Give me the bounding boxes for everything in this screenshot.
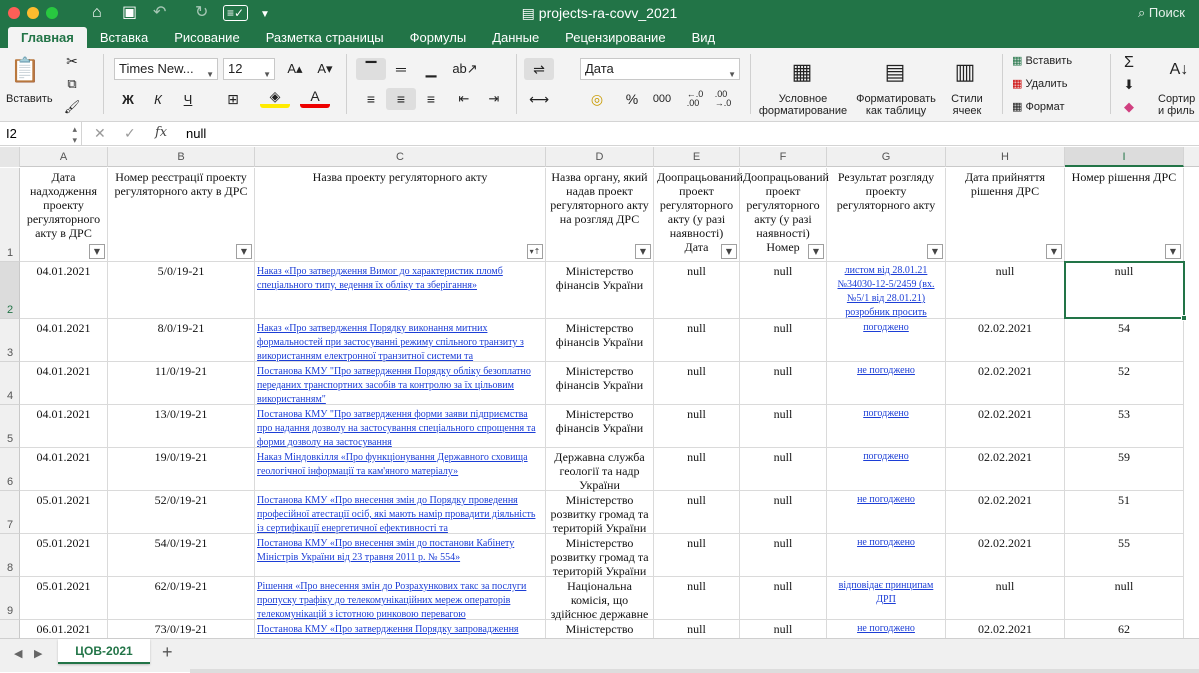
format-as-table-label-2: как таблицу <box>865 105 927 117</box>
cell-authority[interactable]: Міністерство фінансів України <box>546 262 654 319</box>
borders-icon[interactable]: ⊞ <box>227 90 239 107</box>
paste-icon[interactable]: 📋 <box>10 56 40 84</box>
conditional-format-button[interactable] <box>757 93 849 117</box>
chevron-down-icon: ▼ <box>206 70 214 79</box>
cell-decision-date[interactable]: 02.02.2021 <box>946 362 1065 405</box>
header-cell[interactable] <box>255 168 546 262</box>
thousands-button[interactable]: 000 <box>652 93 672 105</box>
cell-registration-number[interactable]: 54/0/19-21 <box>108 534 255 577</box>
cell-review-result-link[interactable]: не погоджено <box>827 491 946 534</box>
cell-decision-date[interactable]: null <box>946 577 1065 620</box>
cell-revised-date[interactable]: null <box>654 262 740 319</box>
row-number: 8 <box>6 562 14 574</box>
cell-review-result-link[interactable]: погоджено <box>827 405 946 448</box>
header-text: Назва проекту регуляторного акту <box>312 170 488 184</box>
column-header-d[interactable]: D <box>546 147 654 167</box>
font-name-value: Times New... <box>119 61 194 76</box>
format-cells-button[interactable] <box>1012 101 1065 113</box>
cell-decision-number[interactable]: 62 <box>1065 620 1184 663</box>
align-top-icon[interactable]: ▔ <box>356 58 386 80</box>
cell-decision-date[interactable]: null <box>946 262 1065 319</box>
cell-decision-date[interactable]: 02.02.2021 <box>946 620 1065 663</box>
filter-dropdown-icon[interactable]: ▼ <box>89 244 105 259</box>
cell-decision-date[interactable]: 02.02.2021 <box>946 534 1065 577</box>
orientation-icon[interactable]: ab↗ <box>452 61 478 76</box>
cell-revised-number[interactable]: null <box>740 319 827 362</box>
worksheet-grid <box>0 147 1199 638</box>
cell-revised-number[interactable]: null <box>740 534 827 577</box>
conditional-format-label-2: форматирование <box>758 105 848 117</box>
cell-revised-date[interactable]: null <box>654 448 740 491</box>
autosum-icon[interactable]: Σ <box>1124 54 1134 71</box>
row-number: 6 <box>6 476 14 488</box>
cell-revised-date[interactable]: null <box>654 405 740 448</box>
sort-filter-icon[interactable]: A↓ <box>1169 61 1189 78</box>
cell-revised-date[interactable]: null <box>654 534 740 577</box>
row-number: 5 <box>6 433 14 445</box>
name-box[interactable] <box>0 122 82 145</box>
cell-styles-button[interactable] <box>940 93 994 117</box>
cell-review-result-link[interactable]: погоджено <box>827 448 946 491</box>
window-title: projects-ra-covv_2021 <box>538 5 678 21</box>
cell-authority[interactable]: Міністерство розвитку громад та територій України <box>546 534 654 577</box>
cut-icon[interactable]: ✂ <box>66 52 78 69</box>
insert-cells-icon: ▦ <box>1012 55 1026 67</box>
tab-page-layout[interactable]: Разметка страницы <box>265 30 384 45</box>
cell-decision-date[interactable]: 02.02.2021 <box>946 448 1065 491</box>
insert-cells-button[interactable] <box>1012 55 1072 67</box>
cell-registration-number[interactable]: 19/0/19-21 <box>108 448 255 491</box>
cell-project-title-link[interactable]: Наказ «Про затвердження Вимог до характеристик пломб спеціального типу, ведення їх обліку та зберігання» <box>255 262 546 319</box>
filter-dropdown-icon[interactable]: ▼ <box>635 244 651 259</box>
font-size-value: 12 <box>228 61 243 76</box>
cell-revised-number[interactable]: null <box>740 448 827 491</box>
search-placeholder: Поиск <box>1148 5 1185 20</box>
italic-button[interactable]: К <box>154 91 162 107</box>
wrap-text-icon[interactable]: ⇌ <box>524 58 554 80</box>
format-as-table-icon[interactable]: ▤ <box>884 59 906 84</box>
cell-project-title-link[interactable]: Постанова КМУ «Про затвердження Порядку запровадження <box>255 620 546 663</box>
name-box-value: I2 <box>6 126 17 141</box>
cell-received-date[interactable]: 04.01.2021 <box>20 448 108 491</box>
align-middle-icon[interactable]: ═ <box>396 61 406 77</box>
cell-project-title-link[interactable]: Постанова КМУ "Про затвердження форми заяви підприємства про надання дозволу на застосування спеціального спрощення та форми дозволу на застосування <box>255 405 546 448</box>
row-number: 1 <box>6 247 14 259</box>
confirm-entry-icon[interactable]: ✓ <box>124 125 136 141</box>
cell-decision-number[interactable]: 55 <box>1065 534 1184 577</box>
cell-authority[interactable]: Міністерство фінансів України <box>546 319 654 362</box>
number-format-value: Дата <box>585 61 614 76</box>
chevron-down-icon: ▼ <box>728 70 736 79</box>
sheet-tab-bar <box>0 638 1199 672</box>
cell-decision-number[interactable]: 51 <box>1065 491 1184 534</box>
header-cell[interactable] <box>946 168 1065 262</box>
conditional-format-label-1: Условное <box>778 93 828 105</box>
format-cells-label: Формат <box>1025 101 1065 113</box>
column-headers <box>0 147 1199 167</box>
row-header-6[interactable] <box>0 448 20 491</box>
decrease-indent-icon[interactable]: ⇤ <box>458 91 470 106</box>
tab-view[interactable]: Вид <box>691 30 716 45</box>
cell-revised-number[interactable]: null <box>740 405 827 448</box>
cell-decision-number[interactable]: 54 <box>1065 319 1184 362</box>
cell-revised-date[interactable]: null <box>654 491 740 534</box>
percent-button[interactable]: % <box>625 91 639 107</box>
format-painter-icon[interactable]: 🖌 <box>63 99 81 114</box>
cell-project-title-link[interactable]: Постанова КМУ «Про внесення змін до постанови Кабінету Міністрів України від 23 травня 2011 р. № 554» <box>255 534 546 577</box>
zoom-window-button[interactable] <box>46 7 58 19</box>
save-icon[interactable]: ▣ <box>122 4 138 21</box>
column-header-b[interactable]: B <box>108 147 255 167</box>
column-header-f[interactable]: F <box>740 147 827 167</box>
document-icon: ▤ <box>521 5 539 21</box>
cell-review-result-link[interactable]: не погоджено <box>827 534 946 577</box>
row-header-4[interactable] <box>0 362 20 405</box>
filter-dropdown-icon[interactable]: ▼ <box>927 244 943 259</box>
cell-review-result-link[interactable]: відповідає принципам ДРП <box>827 577 946 620</box>
header-text: Доопрацьований проект регуляторного акту (у разі наявності) Номер <box>743 170 829 254</box>
cell-decision-number[interactable]: 53 <box>1065 405 1184 448</box>
filter-dropdown-icon[interactable]: ▼ <box>1046 244 1062 259</box>
cell-revised-number[interactable]: null <box>740 262 827 319</box>
cell-received-date[interactable]: 04.01.2021 <box>20 262 108 319</box>
format-cells-icon: ▦ <box>1012 101 1026 113</box>
row-number: 7 <box>6 519 14 531</box>
filter-dropdown-icon[interactable]: ▼ <box>721 244 737 259</box>
cell-revised-number[interactable]: null <box>740 620 827 663</box>
cell-revised-number[interactable]: null <box>740 362 827 405</box>
cell-authority[interactable]: Національна комісія, що здійснює державне <box>546 577 654 620</box>
column-header-a[interactable]: A <box>20 147 108 167</box>
currency-icon[interactable]: ◎ <box>590 90 604 107</box>
header-text: Дата прийняття рішення ДРС <box>965 170 1045 198</box>
header-cell[interactable] <box>740 168 827 262</box>
search-box[interactable] <box>1138 5 1185 21</box>
sheet-tab-cov-2021[interactable]: ЦОВ-2021 <box>58 639 150 664</box>
tab-review[interactable]: Рецензирование <box>565 30 666 45</box>
cell-authority[interactable]: Міністерство фінансів України <box>546 405 654 448</box>
cancel-entry-icon[interactable]: ✕ <box>94 125 106 141</box>
increase-decimal-icon[interactable]: ←.0 .00 <box>686 89 704 108</box>
cell-decision-number[interactable]: null <box>1065 262 1184 319</box>
cell-revised-date[interactable]: null <box>654 577 740 620</box>
font-size-select[interactable] <box>223 58 275 80</box>
cell-registration-number[interactable]: 73/0/19-21 <box>108 620 255 663</box>
cell-project-title-link[interactable]: Рішення «Про внесення змін до Розрахункових такс за послуги пропуску трафіку до телекомунікаційних мереж операторів телекомунікацій з істотною ринковою перевагою <box>255 577 546 620</box>
horizontal-scrollbar[interactable] <box>190 669 1199 673</box>
cell-authority[interactable]: Міністерство фінансів України <box>546 362 654 405</box>
sort-filter-active-icon[interactable]: ▾↑ <box>527 244 543 259</box>
fill-color-icon[interactable]: ◈ <box>260 88 290 108</box>
merge-center-icon[interactable]: ⟷ <box>528 90 550 107</box>
cell-registration-number[interactable]: 8/0/19-21 <box>108 319 255 362</box>
title-bar <box>0 0 1199 48</box>
customize-toolbar-icon[interactable]: ▼ <box>260 9 270 20</box>
cell-received-date[interactable]: 05.01.2021 <box>20 577 108 620</box>
cell-authority[interactable]: Міністерство розвитку громад та територій України <box>546 491 654 534</box>
cell-registration-number[interactable]: 13/0/19-21 <box>108 405 255 448</box>
cell-received-date[interactable]: 06.01.2021 <box>20 620 108 663</box>
cell-decision-number[interactable]: 59 <box>1065 448 1184 491</box>
cell-decision-date[interactable]: 02.02.2021 <box>946 405 1065 448</box>
chevron-down-icon: ▼ <box>263 70 271 79</box>
align-center-icon[interactable]: ≡ <box>386 88 416 110</box>
cell-decision-date[interactable]: 02.02.2021 <box>946 491 1065 534</box>
decrease-font-icon[interactable]: A▾ <box>317 61 333 76</box>
row-number: 3 <box>6 347 14 359</box>
ribbon <box>0 48 1199 122</box>
number-format-select[interactable] <box>580 58 740 80</box>
minimize-window-button[interactable] <box>27 7 39 19</box>
cell-review-result-link[interactable]: не погоджено <box>827 620 946 663</box>
align-right-icon[interactable]: ≡ <box>426 91 436 107</box>
paste-button-label[interactable]: Вставить <box>6 93 53 105</box>
add-sheet-button[interactable]: + <box>162 642 173 662</box>
delete-cells-label: Удалить <box>1025 78 1068 90</box>
cell-review-result-link[interactable]: не погоджено <box>827 362 946 405</box>
cell-decision-number[interactable]: 52 <box>1065 362 1184 405</box>
cell-revised-date[interactable]: null <box>654 620 740 663</box>
row-number: 9 <box>6 605 14 617</box>
cell-styles-label-1: Стили <box>951 93 983 105</box>
ribbon-tabs <box>8 27 728 48</box>
filter-dropdown-icon[interactable]: ▼ <box>808 244 824 259</box>
increase-indent-icon[interactable]: ⇥ <box>488 91 500 106</box>
cell-received-date[interactable]: 05.01.2021 <box>20 491 108 534</box>
row-header-7[interactable] <box>0 491 20 534</box>
cell-project-title-link[interactable]: Постанова КМУ "Про затвердження Порядку обліку безоплатно переданих транспортних засобів та контролю за їх цільовим використанням" <box>255 362 546 405</box>
search-icon: ⌕ <box>1138 5 1149 20</box>
cell-project-title-link[interactable]: Постанова КМУ «Про внесення змін до Порядку проведення професійної атестації осіб, які мають намір провадити діяльність із сертифікації енергетичної ефективності та <box>255 491 546 534</box>
conditional-format-icon[interactable]: ▦ <box>791 59 813 84</box>
insert-function-icon[interactable]: fx <box>155 125 168 140</box>
cell-revised-number[interactable]: null <box>740 491 827 534</box>
next-sheet-icon[interactable]: ▶ <box>34 648 43 660</box>
cell-decision-date[interactable]: 02.02.2021 <box>946 319 1065 362</box>
underline-button[interactable]: Ч <box>183 91 193 107</box>
copy-icon[interactable]: ⧉ <box>67 76 77 91</box>
header-text: Номер реєстрації проекту регуляторного акту в ДРС <box>114 170 248 198</box>
cell-registration-number[interactable]: 62/0/19-21 <box>108 577 255 620</box>
cell-revised-number[interactable]: null <box>740 577 827 620</box>
cell-styles-icon[interactable]: ▥ <box>954 59 976 84</box>
header-text: Доопрацьований проект регуляторного акту (у разі наявності) Дата <box>657 170 743 254</box>
format-as-table-label-1: Форматировать <box>856 93 936 105</box>
header-text: Назва органу, який надав проект регуляторного акту на розгляд ДРС <box>550 170 649 226</box>
cell-authority[interactable]: Міністерство <box>546 620 654 663</box>
row-number: 4 <box>6 390 14 402</box>
fill-icon[interactable]: ⬇ <box>1123 77 1135 92</box>
cell-project-title-link[interactable]: Наказ «Про затвердження Порядку виконання митних формальностей при застосуванні режиму спільного транзиту з використанням електронної транзитної системи та <box>255 319 546 362</box>
select-all-corner[interactable] <box>0 147 20 167</box>
cell-styles-label-2: ячеек <box>952 105 982 117</box>
fill-handle[interactable] <box>1181 315 1187 321</box>
cell-revised-date[interactable]: null <box>654 362 740 405</box>
formula-bar <box>0 122 1199 146</box>
cell-decision-number[interactable]: null <box>1065 577 1184 620</box>
delete-cells-button[interactable] <box>1012 78 1067 90</box>
row-header-8[interactable] <box>0 534 20 577</box>
row-header-3[interactable] <box>0 319 20 362</box>
increase-font-icon[interactable]: A▴ <box>287 61 303 76</box>
tab-formulas[interactable]: Формулы <box>409 30 467 45</box>
cell-review-result-link[interactable]: листом від 28.01.21 №34030-12-5/2459 (вх.№5/1 від 28.01.21) розробник просить <box>827 262 946 319</box>
align-left-icon[interactable]: ≡ <box>366 91 376 107</box>
clear-icon[interactable]: ◆ <box>1124 99 1134 114</box>
tab-draw[interactable]: Рисование <box>174 30 240 45</box>
header-cell[interactable] <box>827 168 946 262</box>
formula-input[interactable]: null <box>186 126 207 141</box>
cell-project-title-link[interactable]: Наказ Міндовкілля «Про функціонування Державного сховища геологічної інформації та кам'яного матеріалу» <box>255 448 546 491</box>
cell-registration-number[interactable]: 11/0/19-21 <box>108 362 255 405</box>
cell-review-result-link[interactable]: погоджено <box>827 319 946 362</box>
undo-icon[interactable]: ↶ <box>153 4 167 21</box>
name-box-arrows-icon: ▴ ▾ <box>72 124 77 145</box>
font-color-icon[interactable]: A <box>300 88 330 108</box>
bold-button[interactable]: Ж <box>122 91 134 107</box>
sort-filter-button[interactable] <box>1158 93 1195 117</box>
header-cell[interactable] <box>108 168 255 262</box>
cell-revised-date[interactable]: null <box>654 319 740 362</box>
header-text: Дата надходження проекту регуляторного акту в ДРС <box>26 170 101 240</box>
filter-dropdown-icon[interactable]: ▼ <box>1165 244 1181 259</box>
tab-insert[interactable]: Вставка <box>99 30 149 45</box>
row-header-2[interactable] <box>0 262 20 319</box>
redo-icon[interactable]: ↻ <box>195 4 209 21</box>
row-header-9[interactable] <box>0 577 20 620</box>
column-header-e[interactable]: E <box>654 147 740 167</box>
row-header-5[interactable] <box>0 405 20 448</box>
header-cell[interactable] <box>654 168 743 262</box>
cell-registration-number[interactable]: 52/0/19-21 <box>108 491 255 534</box>
sort-filter-label-1: Сортир <box>1158 93 1196 105</box>
close-window-button[interactable] <box>8 7 20 19</box>
insert-cells-label: Вставить <box>1025 55 1073 67</box>
sort-filter-label-2: и филь <box>1158 105 1195 117</box>
cell-received-date[interactable]: 04.01.2021 <box>20 362 108 405</box>
cell-authority[interactable]: Державна служба геології та надр України <box>546 448 654 491</box>
header-cell[interactable] <box>1065 168 1184 262</box>
cell-received-date[interactable]: 04.01.2021 <box>20 405 108 448</box>
cell-received-date[interactable]: 05.01.2021 <box>20 534 108 577</box>
row-header-1[interactable] <box>0 168 20 262</box>
autosave-icon[interactable]: ≡✓ <box>223 5 248 21</box>
column-header-c[interactable]: C <box>255 147 546 167</box>
cell-registration-number[interactable]: 5/0/19-21 <box>108 262 255 319</box>
tab-data[interactable]: Данные <box>492 30 540 45</box>
cell-received-date[interactable]: 04.01.2021 <box>20 319 108 362</box>
previous-sheet-icon[interactable]: ◀ <box>14 648 23 660</box>
column-header-g[interactable]: G <box>827 147 946 167</box>
tab-home[interactable]: Главная <box>8 27 87 48</box>
filter-dropdown-icon[interactable]: ▼ <box>236 244 252 259</box>
decrease-decimal-icon[interactable]: .00 →.0 <box>714 89 732 108</box>
header-cell[interactable] <box>546 168 654 262</box>
column-header-i[interactable]: I <box>1065 147 1184 167</box>
delete-cells-icon: ▦ <box>1012 78 1026 90</box>
header-text: Результат розгляду проекту регуляторного акту <box>836 170 936 212</box>
column-header-h[interactable]: H <box>946 147 1065 167</box>
home-icon[interactable]: ⌂ <box>92 4 102 21</box>
align-bottom-icon[interactable]: ▁ <box>425 60 437 77</box>
font-name-select[interactable] <box>114 58 218 80</box>
header-cell[interactable] <box>20 168 108 262</box>
format-as-table-button[interactable] <box>850 93 942 117</box>
row-number: 2 <box>6 304 14 316</box>
header-text: Номер рішення ДРС <box>1071 170 1177 184</box>
